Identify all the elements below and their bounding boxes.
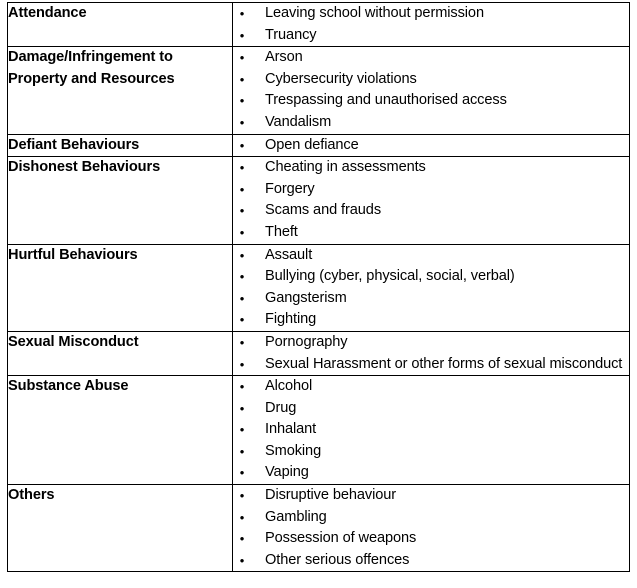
list-item-label: Drug (265, 399, 297, 416)
list-item-label: Theft (265, 223, 298, 240)
list-item (233, 376, 629, 398)
list-item (233, 90, 629, 112)
bullet-icon: • (239, 356, 245, 372)
behaviour-list (233, 135, 629, 157)
category-cell (8, 47, 233, 134)
behaviours-cell (233, 134, 630, 157)
list-item (233, 354, 629, 376)
list-item-label: Sexual Harassment or other forms of sexual misconduct (265, 355, 623, 372)
table-row (8, 157, 630, 244)
bullet-icon: • (239, 181, 245, 197)
bullet-icon: • (239, 269, 245, 285)
category-label: Attendance (8, 5, 87, 21)
list-item (233, 157, 629, 179)
category-label: Others (8, 487, 55, 504)
list-item (233, 485, 629, 507)
category-cell (8, 134, 233, 157)
behaviours-cell (233, 376, 630, 485)
table-row (8, 3, 630, 47)
list-item-label: Inhalant (265, 421, 317, 438)
behaviour-list (233, 157, 629, 243)
bullet-icon: • (239, 114, 245, 130)
list-item-label: Open defiance (265, 136, 359, 153)
bullet-icon: • (239, 6, 245, 21)
list-item-label: Gangsterism (265, 289, 347, 306)
category-label: Hurtful Behaviours (8, 246, 138, 263)
list-item-label: Vandalism (265, 113, 332, 130)
list-item-label: Trespassing and unauthorised access (265, 92, 507, 109)
list-item (233, 200, 629, 222)
list-item (233, 309, 629, 331)
list-item-label: Cheating in assessments (265, 159, 426, 176)
list-item-label: Possession of weapons (265, 530, 417, 547)
bullet-icon: • (239, 400, 245, 416)
list-item-label: Vaping (265, 464, 309, 481)
list-item (233, 528, 629, 550)
list-item-label: Forgery (265, 180, 315, 197)
list-item (233, 222, 629, 244)
list-item (233, 3, 629, 25)
table-row (8, 47, 630, 134)
bullet-icon: • (239, 509, 245, 525)
behaviours-cell (233, 331, 630, 375)
table-row (8, 376, 630, 485)
bullet-icon: • (239, 488, 245, 504)
list-item-label: Gambling (265, 508, 327, 525)
list-item-label: Truancy (265, 26, 317, 43)
bullet-icon: • (239, 290, 245, 306)
table-body (8, 3, 630, 572)
category-cell (8, 244, 233, 331)
bullet-icon: • (239, 552, 245, 568)
behaviour-list (233, 245, 629, 331)
bullet-icon: • (239, 422, 245, 438)
list-item (233, 419, 629, 441)
table-row (8, 331, 630, 375)
list-item-label: Fighting (265, 311, 317, 328)
bullet-icon: • (239, 247, 245, 263)
bullet-icon: • (239, 137, 245, 153)
list-item (233, 47, 629, 69)
behaviour-list (233, 3, 629, 46)
category-cell (8, 157, 233, 244)
behaviour-list (233, 485, 629, 571)
list-item (233, 179, 629, 201)
behaviour-list (233, 47, 629, 133)
list-item (233, 441, 629, 463)
behaviours-cell (233, 157, 630, 244)
bullet-icon: • (239, 334, 245, 350)
table-row (8, 134, 630, 157)
bullet-icon: • (239, 379, 245, 395)
behaviours-cell (233, 485, 630, 572)
list-item (233, 245, 629, 267)
category-cell (8, 485, 233, 572)
list-item (233, 332, 629, 354)
behaviours-cell (233, 3, 630, 47)
bullet-icon: • (239, 27, 245, 43)
list-item-label: Cybersecurity violations (265, 70, 417, 87)
bullet-icon: • (239, 312, 245, 328)
behaviour-list (233, 332, 629, 375)
list-item-label: Disruptive behaviour (265, 487, 397, 504)
bullet-icon: • (239, 224, 245, 240)
category-label: Damage/Infringement to Property and Resources (8, 49, 175, 87)
bullet-icon: • (239, 93, 245, 109)
list-item-label: Pornography (265, 333, 348, 350)
table-row (8, 485, 630, 572)
category-label: Defiant Behaviours (8, 136, 140, 153)
category-cell (8, 331, 233, 375)
list-item (233, 507, 629, 529)
list-item-label: Leaving school without permission (265, 5, 484, 21)
bullet-icon: • (239, 465, 245, 481)
category-cell (8, 376, 233, 485)
behaviours-cell (233, 47, 630, 134)
list-item-label: Alcohol (265, 378, 313, 395)
category-label: Sexual Misconduct (8, 333, 139, 350)
list-item-label: Other serious offences (265, 551, 410, 568)
category-label: Substance Abuse (8, 378, 129, 395)
bullet-icon: • (239, 50, 245, 66)
list-item (233, 398, 629, 420)
list-item (233, 288, 629, 310)
bullet-icon: • (239, 71, 245, 87)
category-cell (8, 3, 233, 47)
list-item (233, 25, 629, 47)
list-item-label: Assault (265, 246, 313, 263)
list-item (233, 550, 629, 572)
bullet-icon: • (239, 160, 245, 176)
behaviour-list (233, 376, 629, 484)
list-item-label: Arson (265, 49, 303, 66)
behaviours-cell (233, 244, 630, 331)
list-item-label: Smoking (265, 442, 322, 459)
list-item (233, 112, 629, 134)
category-label: Dishonest Behaviours (8, 159, 161, 176)
list-item (233, 69, 629, 91)
list-item (233, 135, 629, 157)
list-item (233, 462, 629, 484)
behaviour-categories-table (7, 2, 630, 572)
bullet-icon: • (239, 203, 245, 219)
bullet-icon: • (239, 443, 245, 459)
list-item-label: Scams and frauds (265, 202, 382, 219)
list-item-label: Bullying (cyber, physical, social, verbal) (265, 268, 515, 285)
bullet-icon: • (239, 531, 245, 547)
table-row (8, 244, 630, 331)
list-item (233, 266, 629, 288)
